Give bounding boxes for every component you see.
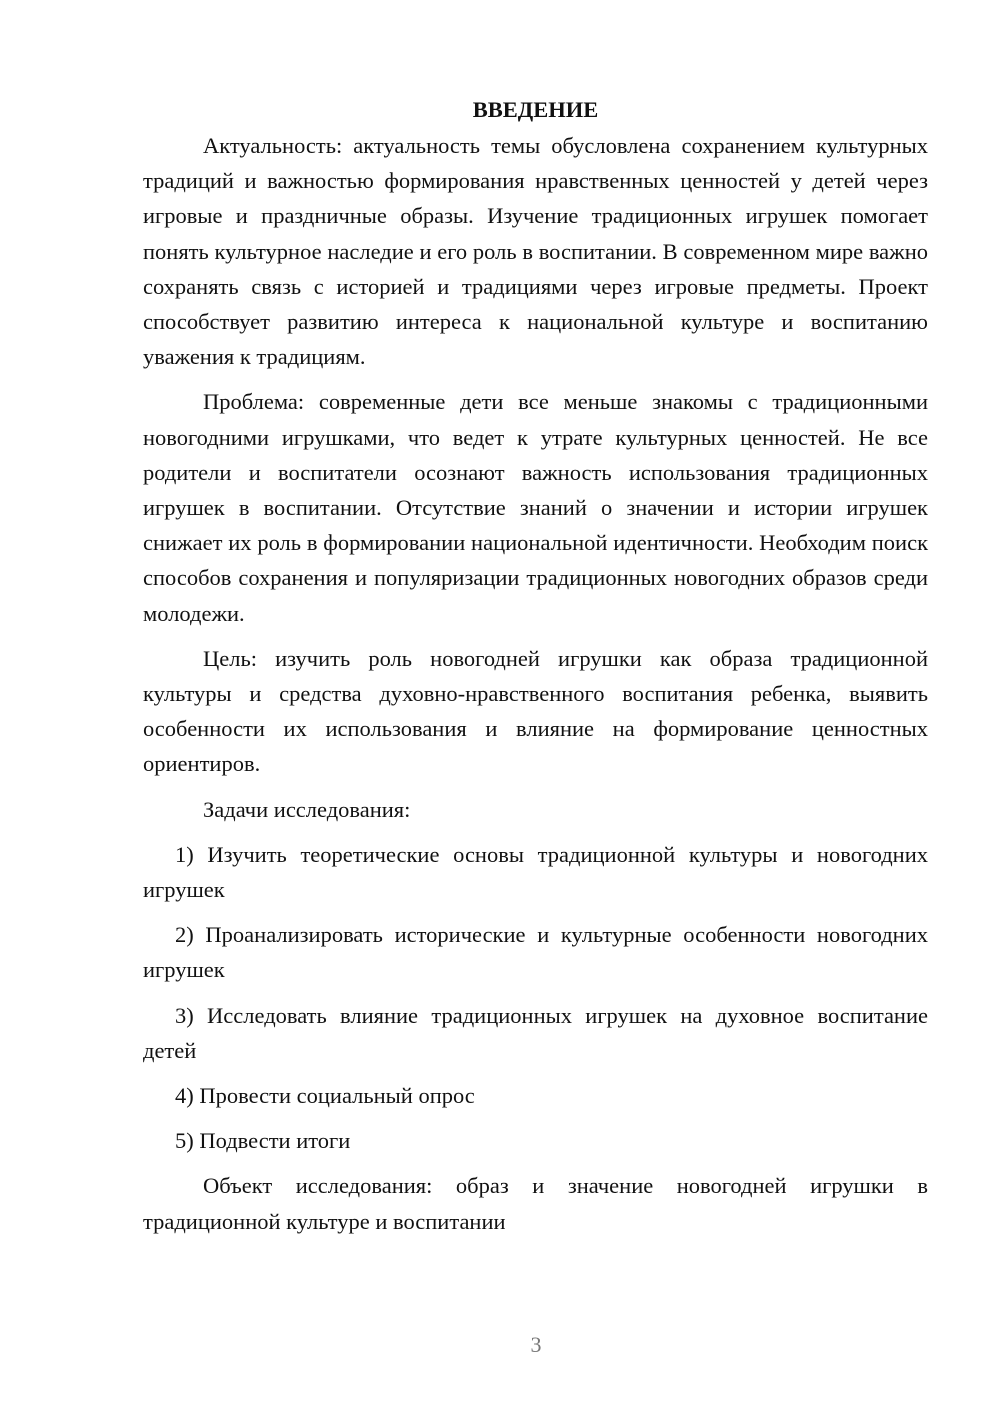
paragraph-spacer bbox=[143, 827, 928, 837]
task-item-4: 4) Провести социальный опрос bbox=[175, 1083, 475, 1109]
object-paragraph: Объект исследования: образ и значение новогодней игрушки в традиционной культуре и воспитании bbox=[143, 1173, 928, 1234]
page-content bbox=[143, 92, 928, 1239]
paragraph-spacer bbox=[143, 988, 928, 998]
task-item-1: 1) Изучить теоретические основы традиционной культуры и новогодних игрушек bbox=[143, 841, 928, 903]
page-number: 3 bbox=[530, 1332, 542, 1357]
task-item-2: 2) Проанализировать исторические и культурные особенности новогодних игрушек bbox=[143, 922, 928, 983]
section-heading: ВВЕДЕНИЕ bbox=[472, 97, 599, 122]
paragraph-spacer bbox=[143, 1158, 928, 1168]
task-item-3: 3) Исследовать влияние традиционных игрушек на духовное воспитание детей bbox=[143, 1002, 928, 1063]
paragraph-spacer bbox=[143, 782, 928, 792]
paragraph-spacer bbox=[143, 631, 928, 641]
tasks-title: Задачи исследования: bbox=[203, 796, 411, 822]
paragraph-spacer bbox=[143, 1113, 928, 1123]
task-item-5: 5) Подвести итоги bbox=[175, 1128, 351, 1154]
paragraph-spacer bbox=[143, 1068, 928, 1078]
paragraph-spacer bbox=[143, 374, 928, 384]
relevance-paragraph: Актуальность: актуальность темы обусловлена сохранением культурных традиций и важностью формирования нравственных ценностей у детей через игровые и праздничные образы. Изучение традиционных игрушек помогает понять культурное наследие и его роль в воспитании. В современном мире важно сохранять связь с историей и традициями через игровые предметы. Проект способствует развитию интереса к национальной культуре и воспитанию уважения к традициям. bbox=[143, 133, 928, 370]
paragraph-spacer bbox=[143, 907, 928, 917]
problem-paragraph: Проблема: современные дети все меньше знакомы с традиционными новогодними игрушками, что ведет к утрате культурных ценностей. Не все родители и воспитатели осознают важность использования традиционных игрушек в воспитании. Отсутствие знаний о значении и истории игрушек снижает их роль в формировании национальной идентичности. Необходим поиск способов сохранения и популяризации традиционных новогодних образов среди молодежи. bbox=[143, 389, 928, 626]
goal-paragraph: Цель: изучить роль новогодней игрушки как образа традиционной культуры и средства духовно-нравственного воспитания ребенка, выявить особенности их использования и влияние на формирование ценностных ориентиров. bbox=[143, 645, 928, 777]
